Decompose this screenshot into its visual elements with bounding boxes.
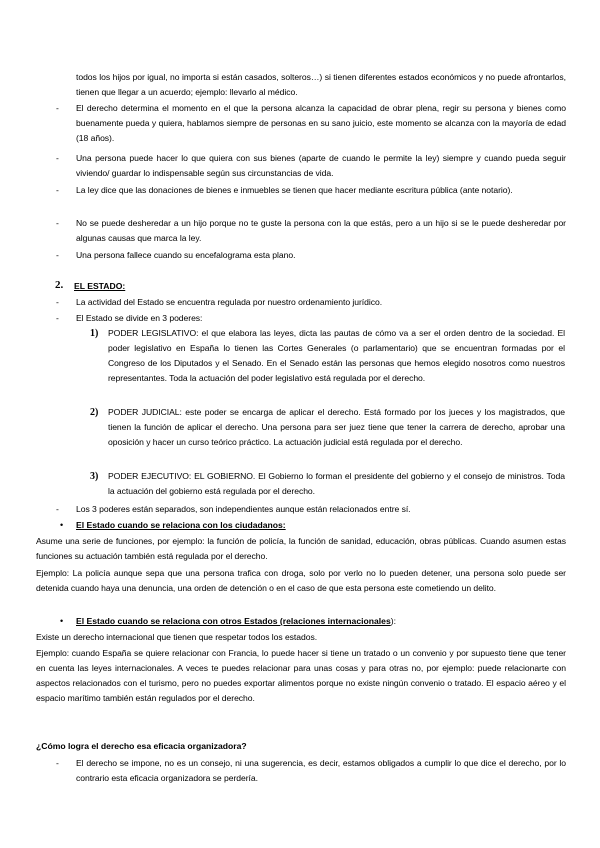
- paragraph-death: Una persona fallece cuando su encefalograma esta plano.: [76, 250, 296, 260]
- paragraph-majority-age: El derecho determina el momento en el que la persona alcanza la capacidad de obrar plena, regir su persona y bienes como buenamente pueda y quiera, hablamos siempre de personas en su sano juicio, este momento se alcanza con la mayoría de edad (18 años).: [76, 103, 566, 143]
- states-heading: El Estado cuando se relaciona con otros Estados (relaciones internacionales: [76, 616, 391, 626]
- paragraph-international-law: Existe un derecho internacional que tienen que respetar todos los estados.: [36, 632, 318, 642]
- dash-marker: -: [56, 250, 59, 260]
- dash-marker: -: [56, 103, 59, 113]
- paragraph-international-example: Ejemplo: cuando España se quiere relacionar con Francia, lo puede hacer si tiene un tratado o un convenio y por supuesto tiene que tener en cuenta las leyes internacionales. A veces te puedes relacionar para unas cosas y para otras no, por ejemplo: puede relacionarte con aspectos relacionados con el turismo, pero no puedes exportar alimentos porque no existe ningún convenio o tratado. El espacio aéreo y el espacio marítimo también están regulados por el derecho.: [36, 648, 566, 703]
- paragraph-three-powers: El Estado se divide en 3 poderes:: [76, 313, 203, 323]
- dash-marker: -: [56, 218, 59, 228]
- paragraph-judicial-power: PODER JUDICIAL: este poder se encarga de aplicar el derecho. Está formado por los jueces y los magistrados, que tienen la función de aplicar el derecho. Una persona para ser juez tiene que tener la carrera de derecho, aprobar una oposición y hacer un curso teórico práctico. La actuación judicial está regulada por el derecho.: [108, 407, 565, 447]
- paragraph-citizens-functions: Asume una serie de funciones, por ejemplo: la función de policía, la función de sanidad, educación, obras públicas. Cuando asumen estas funciones su actuación también está regulada por el derecho.: [36, 536, 566, 561]
- section-number: 2.: [55, 279, 64, 291]
- power-number: 1): [90, 328, 99, 339]
- dash-marker: -: [56, 153, 59, 163]
- dash-marker: -: [56, 504, 59, 514]
- power-number: 3): [90, 471, 99, 482]
- section-title: EL ESTADO:: [74, 281, 126, 291]
- states-heading-line: [76, 614, 396, 629]
- paragraph-continuation: todos los hijos por igual, no importa si están casados, solteros…) si tienen diferentes estados económicos y no puede afrontarlos, tienen que llegar a un acuerdo; ejemplo: llevarlo al médico.: [76, 72, 566, 97]
- paragraph-executive-power: PODER EJECUTIVO: EL GOBIERNO. El Gobierno lo forman el presidente del gobierno y el consejo de ministros. Toda la actuación del gobierno está regulada por el derecho.: [108, 471, 565, 496]
- paragraph-disinherit: No se puede desheredar a un hijo porque no te guste la persona con la que estás, pero a un hijo si se le puede desheredar por algunas causas que marca la ley.: [76, 218, 566, 243]
- dash-marker: -: [56, 313, 59, 323]
- power-number: 2): [90, 407, 99, 418]
- paragraph-legislative-power: PODER LEGISLATIVO: el que elabora las leyes, dicta las pautas de cómo va a ser el orden dentro de la sociedad. El poder legislativo en España lo tienen las Cortes Generales (o parlamentario) que se encuentran formadas por el Congreso de los Diputados y el Senado. En el Senado están las personas que hemos elegido nosotros como nuestros representantes. Toda la actuación del poder legislativo está regulada por el derecho.: [108, 328, 565, 383]
- dash-marker: -: [56, 297, 59, 307]
- dash-marker: -: [56, 185, 59, 195]
- citizens-heading: El Estado cuando se relaciona con los ciudadanos:: [76, 520, 286, 530]
- question-heading: ¿Cómo logra el derecho esa eficacia organizadora?: [36, 741, 247, 751]
- paragraph-goods: Una persona puede hacer lo que quiera con sus bienes (aparte de cuando le permite la ley) siempre y cuando pueda seguir viviendo/ guardar lo indispensable según sus circunstancias de vida.: [76, 153, 566, 178]
- bullet-marker: •: [60, 520, 64, 530]
- bullet-marker: •: [60, 616, 64, 626]
- paragraph-answer: El derecho se impone, no es un consejo, ni una sugerencia, es decir, estamos obligados a cumplir lo que dice el derecho, por lo contrario esta eficacia organizadora se perdería.: [76, 758, 566, 783]
- paragraph-donations: La ley dice que las donaciones de bienes e inmuebles se tienen que hacer mediante escritura pública (ante notario).: [76, 185, 513, 195]
- states-heading-tail: ):: [390, 616, 396, 626]
- dash-marker: -: [56, 758, 59, 768]
- paragraph-state-activity: La actividad del Estado se encuentra regulada por nuestro ordenamiento jurídico.: [76, 297, 383, 307]
- paragraph-citizens-example: Ejemplo: La policía aunque sepa que una persona trafica con droga, solo por verlo no lo pueden detener, una persona solo puede ser detenida cuando haya una denuncia, una orden de detención o en el caso de que esta persona este cometiendo un delito.: [36, 568, 566, 593]
- paragraph-separated-powers: Los 3 poderes están separados, son independientes aunque están relacionados entre sí.: [76, 504, 411, 514]
